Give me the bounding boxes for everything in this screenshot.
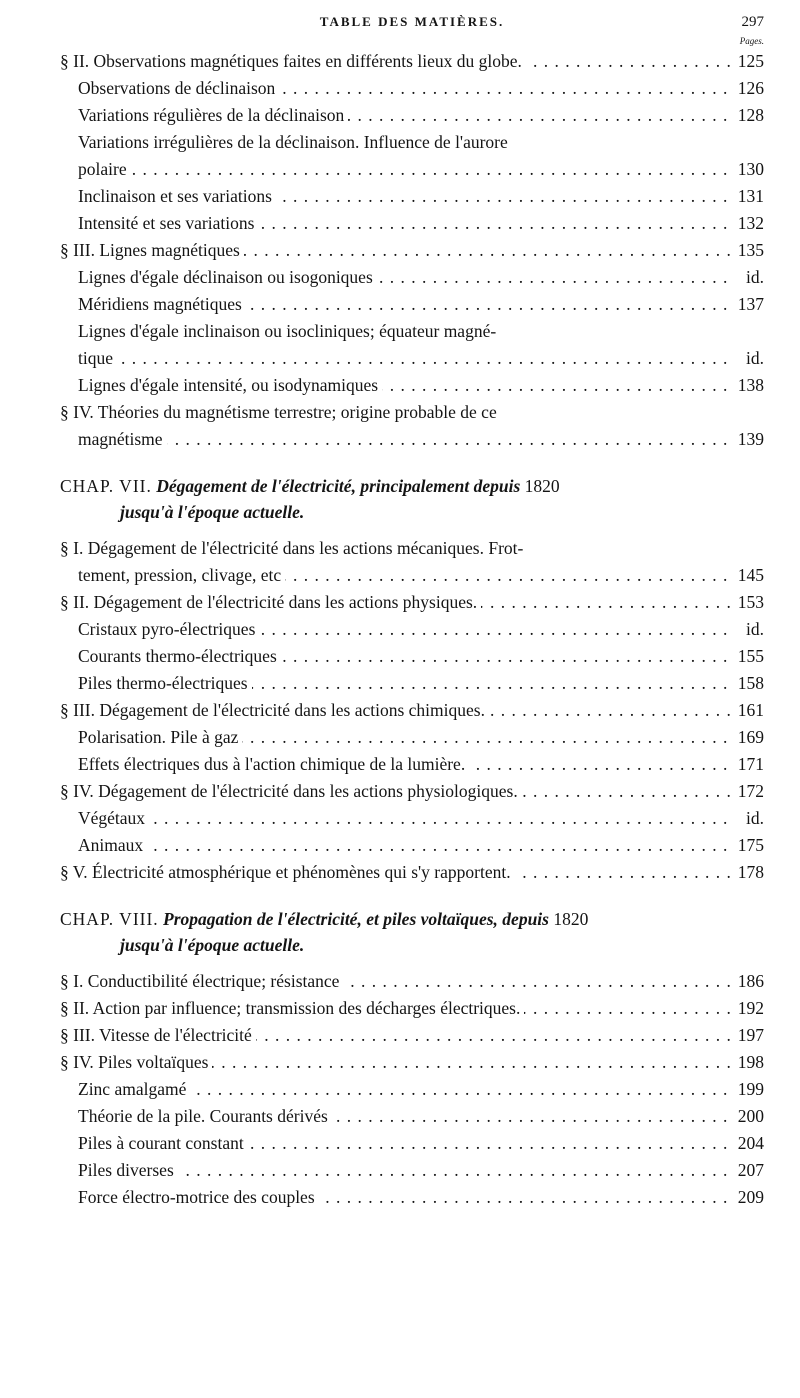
dot-leader (78, 156, 732, 183)
toc-entry (60, 1103, 764, 1130)
toc-entry (60, 778, 764, 805)
toc-entry (60, 859, 764, 886)
toc-entry (60, 968, 764, 995)
toc-page-number: 137 (732, 291, 764, 318)
toc-entry (60, 1184, 764, 1211)
toc-entry-title: magnétisme (78, 429, 167, 449)
toc-entry-title: Courants thermo-électriques (78, 646, 281, 666)
chapter-heading-8 (60, 906, 764, 958)
toc-entry-title: Intensité et ses variations (78, 213, 258, 233)
toc-entry-title: Théorie de la pile. Courants dérivés (78, 1106, 332, 1126)
toc-entry (60, 345, 764, 372)
toc-entry-title: § II. Action par influence; transmission des décharges électriques. (60, 998, 524, 1018)
toc-entry-title: § III. Lignes magnétiques (60, 240, 244, 260)
toc-page-number: 161 (732, 697, 764, 724)
chapter-title-continuation: jusqu'à l'époque actuelle. (120, 502, 305, 522)
toc-page-number: 130 (732, 156, 764, 183)
toc-entry-title: Animaux (78, 835, 147, 855)
toc-entry-title: § V. Électricité atmosphérique et phénomènes qui s'y rapportent. (60, 862, 515, 882)
toc-entry-title: Lignes d'égale intensité, ou isodynamiques (78, 375, 382, 395)
toc-block-magnetism (60, 48, 764, 453)
table-of-contents (60, 48, 764, 1211)
toc-entry (60, 264, 764, 291)
toc-page-number: 135 (732, 237, 764, 264)
toc-entry (60, 1130, 764, 1157)
toc-entry (60, 318, 764, 345)
toc-page-number: 199 (732, 1076, 764, 1103)
toc-page-number: 209 (732, 1184, 764, 1211)
toc-page-number: 207 (732, 1157, 764, 1184)
toc-entry-title: § III. Dégagement de l'électricité dans les actions chimiques. (60, 700, 489, 720)
toc-page-number: id. (732, 805, 764, 832)
dot-leader (78, 345, 732, 372)
chapter-label: CHAP. VII. (60, 476, 152, 496)
toc-page-number: 153 (732, 589, 764, 616)
toc-entry-title: Méridiens magnétiques (78, 294, 246, 314)
toc-page-number: 145 (732, 562, 764, 589)
toc-entry (60, 670, 764, 697)
toc-page-number: 132 (732, 210, 764, 237)
toc-page-number: 171 (732, 751, 764, 778)
dot-leader (78, 832, 732, 859)
toc-entry (60, 183, 764, 210)
dot-leader (78, 426, 732, 453)
toc-page-number: 192 (732, 995, 764, 1022)
toc-entry (60, 1157, 764, 1184)
toc-entry-title: Lignes d'égale déclinaison ou isogoniques (78, 267, 377, 287)
toc-page-number: 131 (732, 183, 764, 210)
toc-entry (60, 156, 764, 183)
toc-entry-title: Piles diverses (78, 1160, 178, 1180)
toc-entry (60, 1076, 764, 1103)
toc-entry (60, 48, 764, 75)
toc-page-number: 197 (732, 1022, 764, 1049)
toc-entry (60, 291, 764, 318)
toc-entry-title: tement, pression, clivage, etc (78, 565, 285, 585)
pages-column-label: Pages. (739, 36, 764, 46)
toc-entry (60, 562, 764, 589)
toc-entry-title: § II. Observations magnétiques faites en différents lieux du globe. (60, 51, 526, 71)
chapter-title-continuation: jusqu'à l'époque actuelle. (120, 935, 305, 955)
toc-entry-title: Inclinaison et ses variations (78, 186, 276, 206)
toc-entry (60, 129, 764, 156)
toc-entry (60, 210, 764, 237)
toc-block-chapter-8 (60, 968, 764, 1211)
toc-entry (60, 832, 764, 859)
toc-entry (60, 237, 764, 264)
toc-entry-title: Végétaux (78, 808, 149, 828)
toc-entry-title: Zinc amalgamé (78, 1079, 190, 1099)
toc-page-number: 125 (732, 48, 764, 75)
toc-entry (60, 75, 764, 102)
toc-entry-title: § II. Dégagement de l'électricité dans les actions physiques. (60, 592, 481, 612)
toc-entry-title: § III. Vitesse de l'électricité (60, 1025, 256, 1045)
running-head (60, 14, 764, 34)
toc-entry (60, 751, 764, 778)
toc-entry-title: Observations de déclinaison (78, 78, 279, 98)
toc-page-number: 139 (732, 426, 764, 453)
toc-entry-title: § IV. Piles voltaïques (60, 1052, 212, 1072)
toc-entry (60, 995, 764, 1022)
toc-entry-title: Lignes d'égale inclinaison ou isocliniques; équateur magné- (78, 321, 500, 341)
toc-page-number: 200 (732, 1103, 764, 1130)
toc-entry (60, 535, 764, 562)
toc-page-number: 198 (732, 1049, 764, 1076)
toc-page-number: 158 (732, 670, 764, 697)
toc-entry-title: Force électro-motrice des couples (78, 1187, 319, 1207)
chapter-label: CHAP. VIII. (60, 909, 159, 929)
toc-entry (60, 1049, 764, 1076)
toc-entry-title: Piles à courant constant (78, 1133, 248, 1153)
toc-entry-title: § I. Conductibilité électrique; résistance (60, 971, 343, 991)
chapter-title: Propagation de l'électricité, et piles voltaïques, depuis (163, 909, 549, 929)
toc-entry-title: tique (78, 348, 117, 368)
toc-entry (60, 724, 764, 751)
toc-page-number: 169 (732, 724, 764, 751)
toc-entry-title: § I. Dégagement de l'électricité dans les actions mécaniques. Frot- (60, 538, 527, 558)
toc-page-number: 128 (732, 102, 764, 129)
toc-block-chapter-7 (60, 535, 764, 886)
toc-page-number: 155 (732, 643, 764, 670)
toc-entry-title: § IV. Théories du magnétisme terrestre; origine probable de ce (60, 402, 501, 422)
toc-page-number: id. (732, 264, 764, 291)
toc-entry-title: Variations irrégulières de la déclinaison. Influence de l'aurore (78, 132, 512, 152)
toc-entry (60, 372, 764, 399)
chapter-title: Dégagement de l'électricité, principalement depuis (156, 476, 521, 496)
toc-entry (60, 616, 764, 643)
toc-page-number: 204 (732, 1130, 764, 1157)
toc-entry (60, 697, 764, 724)
toc-entry-title: Effets électriques dus à l'action chimique de la lumière. (78, 754, 469, 774)
chapter-year: 1820 (524, 476, 560, 496)
page-number: 297 (741, 14, 764, 30)
toc-entry-title: Piles thermo-électriques (78, 673, 252, 693)
chapter-year: 1820 (553, 909, 589, 929)
toc-entry (60, 805, 764, 832)
toc-page-number: 138 (732, 372, 764, 399)
toc-entry (60, 426, 764, 453)
toc-entry (60, 102, 764, 129)
dot-leader (78, 805, 732, 832)
toc-page-number: 178 (732, 859, 764, 886)
toc-entry-title: Polarisation. Pile à gaz (78, 727, 242, 747)
toc-entry (60, 1022, 764, 1049)
toc-entry (60, 399, 764, 426)
toc-page-number: 126 (732, 75, 764, 102)
toc-page-number: 186 (732, 968, 764, 995)
toc-page-number: 175 (732, 832, 764, 859)
toc-entry (60, 643, 764, 670)
toc-entry-title: § IV. Dégagement de l'électricité dans les actions physiologiques. (60, 781, 522, 801)
toc-page-number: 172 (732, 778, 764, 805)
toc-page-number: id. (732, 345, 764, 372)
toc-entry-title: Variations régulières de la déclinaison (78, 105, 348, 125)
chapter-heading-7 (60, 473, 764, 525)
toc-entry-title: Cristaux pyro-électriques (78, 619, 259, 639)
toc-entry-title: polaire (78, 159, 131, 179)
toc-page-number: id. (732, 616, 764, 643)
running-title: TABLE DES MATIÈRES. (319, 14, 505, 29)
toc-entry (60, 589, 764, 616)
